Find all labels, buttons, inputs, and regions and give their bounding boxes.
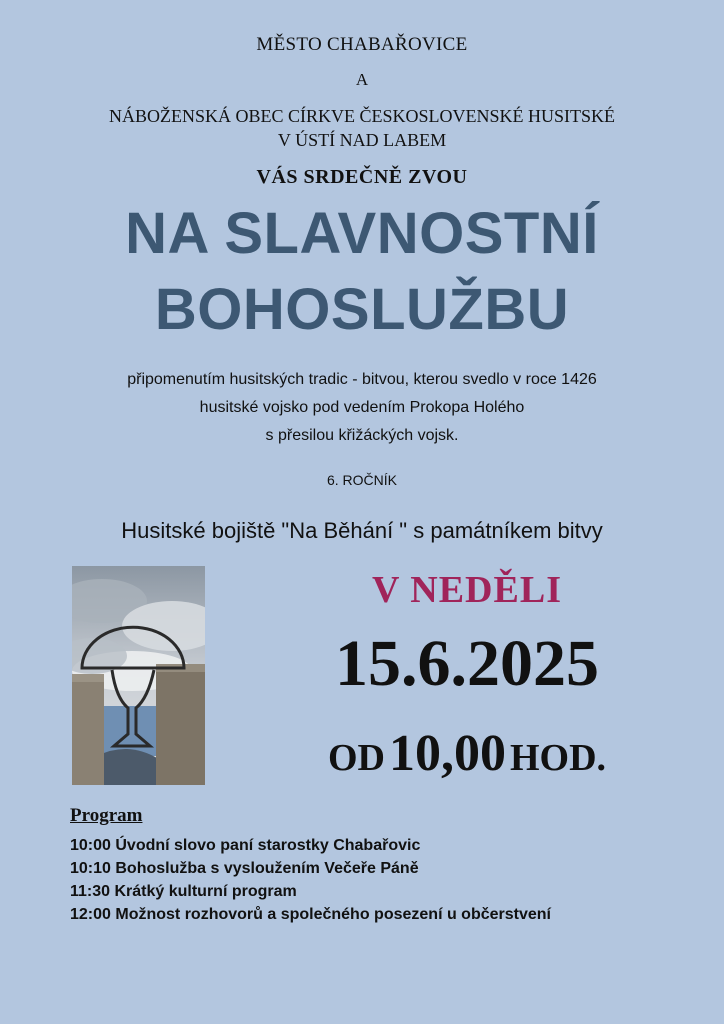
headline [0, 196, 724, 348]
description-line2: husitské vojsko pod vedením Prokopa Holého [199, 399, 525, 416]
event-time [210, 724, 724, 783]
program-item: 12:00 Možnost rozhovorů a společného posezení u občerstvení [70, 906, 551, 923]
place-text: Husitské bojiště "Na Běhání " s památníkem bitvy [121, 518, 603, 543]
edition-label: 6. ROČNÍK [326, 472, 397, 488]
description-line1: připomenutím husitských tradic - bitvou, kterou svedlo v roce 1426 [127, 371, 597, 388]
event-time-value: 10,00 [388, 725, 506, 782]
program-item: 10:10 Bohoslužba s vysloužením Večeře Páně [70, 860, 419, 877]
headline-line2: BOHOSLUŽBU [154, 277, 570, 342]
description [0, 366, 724, 450]
program-list [70, 834, 551, 926]
conjunction: A [355, 70, 369, 89]
organizer-2-line1: NÁBOŽENSKÁ OBEC CÍRKVE ČESKOSLOVENSKÉ HUSITSKÉ [108, 106, 616, 126]
description-line3: s přesilou křižáckých vojsk. [265, 427, 459, 444]
headline-line1: NA SLAVNOSTNÍ [125, 201, 599, 266]
memorial-photo-image [72, 566, 205, 785]
memorial-photo [72, 566, 205, 785]
event-time-prefix: OD [327, 737, 385, 779]
organizer-2-line2: V ÚSTÍ NAD LABEM [277, 130, 447, 150]
organizer-1: MĚSTO CHABAŘOVICE [256, 34, 468, 55]
program-item: 10:00 Úvodní slovo paní starostky Chabařovic [70, 837, 421, 854]
organizer-2 [0, 104, 724, 152]
program-item: 11:30 Krátký kulturní program [70, 883, 297, 900]
event-day: V NEDĚLI [372, 569, 562, 611]
event-date: 15.6.2025 [335, 627, 599, 700]
invite-text: VÁS SRDEČNĚ ZVOU [256, 166, 468, 188]
event-time-suffix: HOD. [509, 737, 607, 779]
program-heading: Program [70, 805, 143, 826]
